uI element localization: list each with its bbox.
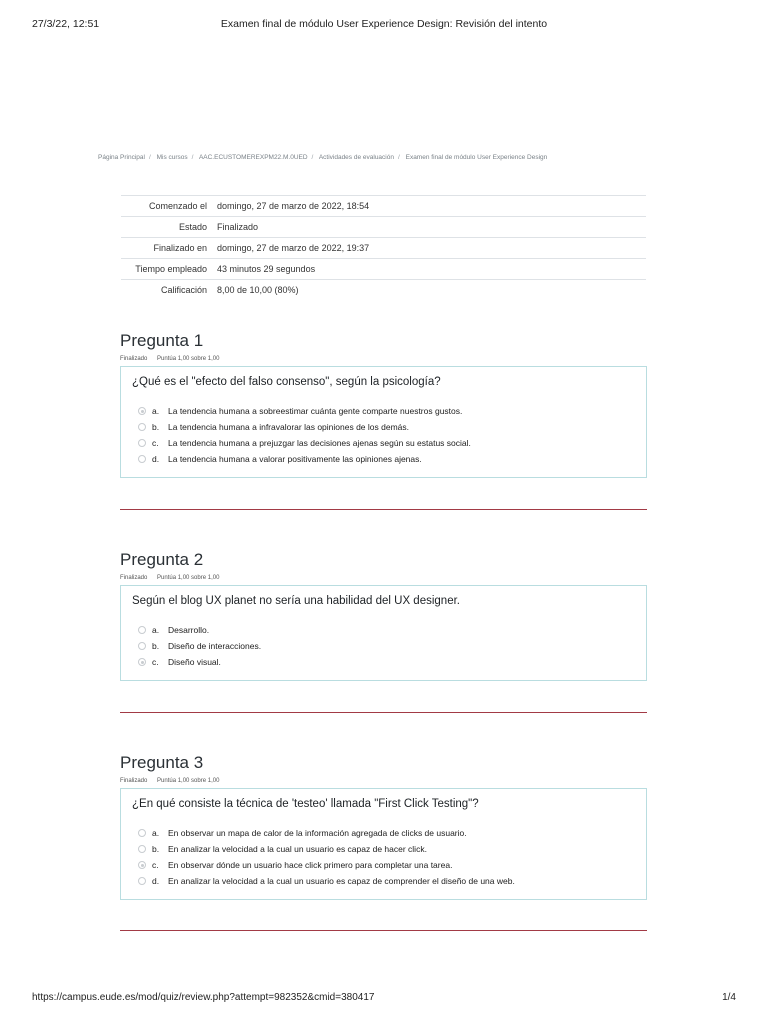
- answer-letter: a.: [152, 406, 160, 416]
- answer-option: [132, 873, 635, 889]
- question-content: [120, 585, 647, 681]
- question-divider: [120, 712, 647, 713]
- breadcrumb-item-activities[interactable]: Actividades de evaluación: [318, 154, 394, 161]
- attempt-summary-table: [121, 195, 646, 300]
- question-divider: [120, 509, 647, 510]
- summary-label: Tiempo empleado: [135, 264, 207, 274]
- summary-value: domingo, 27 de marzo de 2022, 19:37: [217, 243, 370, 253]
- question-text: ¿En qué consiste la técnica de 'testeo' llamada "First Click Testing"?: [132, 798, 479, 810]
- radio-button: [138, 877, 146, 885]
- question-1: [120, 330, 647, 478]
- breadcrumb-separator: /: [148, 154, 151, 161]
- question-3: [120, 752, 647, 900]
- summary-value: 8,00 de 10,00 (80%): [217, 285, 299, 295]
- radio-button: [138, 455, 146, 463]
- answer-letter: a.: [152, 828, 160, 838]
- answer-option: [132, 825, 635, 841]
- print-page-number: 1/4: [722, 992, 736, 1003]
- question-state: Finalizado: [120, 356, 148, 362]
- answer-option: [132, 638, 635, 654]
- question-content: [120, 366, 647, 478]
- answer-letter: d.: [152, 454, 160, 464]
- answer-option: [132, 419, 635, 435]
- answer-letter: b.: [152, 844, 160, 854]
- answer-letter: c.: [152, 860, 159, 870]
- breadcrumb-separator: /: [191, 154, 194, 161]
- answer-letter: c.: [152, 657, 159, 667]
- question-grade: Puntúa 1,00 sobre 1,00: [157, 778, 220, 784]
- radio-button: [138, 642, 146, 650]
- breadcrumb-item-home[interactable]: Página Principal: [98, 154, 145, 161]
- summary-row-state: [121, 217, 646, 238]
- radio-button: [138, 861, 146, 869]
- summary-value: Finalizado: [217, 222, 259, 232]
- question-grade: Puntúa 1,00 sobre 1,00: [157, 356, 220, 362]
- question-info: [120, 575, 647, 583]
- answer-text: En analizar la velocidad a la cual un usuario es capaz de comprender el diseño de una web.: [168, 876, 515, 886]
- question-state: Finalizado: [120, 778, 148, 784]
- breadcrumb-separator: /: [311, 154, 314, 161]
- breadcrumb: [98, 154, 658, 161]
- print-date: 27/3/22, 12:51: [32, 18, 100, 30]
- answer-text: En observar un mapa de calor de la información agregada de clicks de usuario.: [168, 828, 467, 838]
- answer-text: En observar dónde un usuario hace click primero para completar una tarea.: [168, 860, 453, 870]
- radio-button: [138, 423, 146, 431]
- summary-row-time-taken: [121, 259, 646, 280]
- breadcrumb-item-my-courses[interactable]: Mis cursos: [156, 154, 188, 161]
- answer-text: La tendencia humana a prejuzgar las decisiones ajenas según su estatus social.: [168, 438, 471, 448]
- answer-list: [132, 403, 635, 467]
- answer-option: [132, 622, 635, 638]
- question-info: [120, 356, 647, 364]
- summary-row-started: [121, 196, 646, 217]
- summary-label: Estado: [178, 222, 207, 232]
- answer-text: Diseño visual.: [168, 657, 221, 667]
- summary-value: domingo, 27 de marzo de 2022, 18:54: [217, 201, 370, 211]
- answer-letter: b.: [152, 422, 160, 432]
- radio-button: [138, 407, 146, 415]
- question-text: Según el blog UX planet no sería una habilidad del UX designer.: [132, 595, 460, 607]
- breadcrumb-separator: /: [397, 154, 400, 161]
- question-title: Pregunta 1: [120, 331, 204, 350]
- answer-text: La tendencia humana a sobreestimar cuánta gente comparte nuestros gustos.: [168, 406, 463, 416]
- answer-list: [132, 825, 635, 889]
- question-grade: Puntúa 1,00 sobre 1,00: [157, 575, 220, 581]
- question-content: [120, 788, 647, 900]
- radio-button: [138, 439, 146, 447]
- answer-list: [132, 622, 635, 670]
- answer-letter: c.: [152, 438, 159, 448]
- print-url: https://campus.eude.es/mod/quiz/review.php?attempt=982352&cmid=380417: [32, 992, 375, 1003]
- print-title: Examen final de módulo User Experience Design: Revisión del intento: [220, 18, 548, 30]
- question-title: Pregunta 2: [120, 550, 204, 569]
- radio-button: [138, 829, 146, 837]
- question-divider: [120, 930, 647, 931]
- print-header: [0, 18, 768, 32]
- answer-text: La tendencia humana a infravalorar las opiniones de los demás.: [168, 422, 409, 432]
- answer-option: [132, 857, 635, 873]
- answer-letter: a.: [152, 625, 160, 635]
- summary-label: Comenzado el: [148, 201, 207, 211]
- radio-button: [138, 658, 146, 666]
- question-text: ¿Qué es el "efecto del falso consenso", según la psicología?: [132, 376, 441, 388]
- breadcrumb-item-course[interactable]: AAC.ECUSTOMEREXPM22.M.0UED: [198, 154, 308, 161]
- answer-option: [132, 654, 635, 670]
- answer-text: La tendencia humana a valorar positivamente las opiniones ajenas.: [168, 454, 422, 464]
- question-2: [120, 549, 647, 681]
- question-info: [120, 778, 647, 786]
- question-state: Finalizado: [120, 575, 148, 581]
- answer-option: [132, 841, 635, 857]
- summary-row-grade: [121, 280, 646, 301]
- summary-label: Finalizado en: [153, 243, 207, 253]
- answer-option: [132, 403, 635, 419]
- answer-text: Desarrollo.: [168, 625, 210, 635]
- radio-button: [138, 845, 146, 853]
- answer-text: Diseño de interacciones.: [168, 641, 262, 651]
- answer-letter: b.: [152, 641, 160, 651]
- answer-option: [132, 451, 635, 467]
- answer-option: [132, 435, 635, 451]
- summary-label: Calificación: [160, 285, 207, 295]
- question-title: Pregunta 3: [120, 753, 204, 772]
- answer-letter: d.: [152, 876, 160, 886]
- summary-row-completed: [121, 238, 646, 259]
- breadcrumb-item-exam[interactable]: Examen final de módulo User Experience Design: [405, 154, 548, 161]
- summary-value: 43 minutos 29 segundos: [217, 264, 316, 274]
- radio-button: [138, 626, 146, 634]
- answer-text: En analizar la velocidad a la cual un usuario es capaz de hacer click.: [168, 844, 427, 854]
